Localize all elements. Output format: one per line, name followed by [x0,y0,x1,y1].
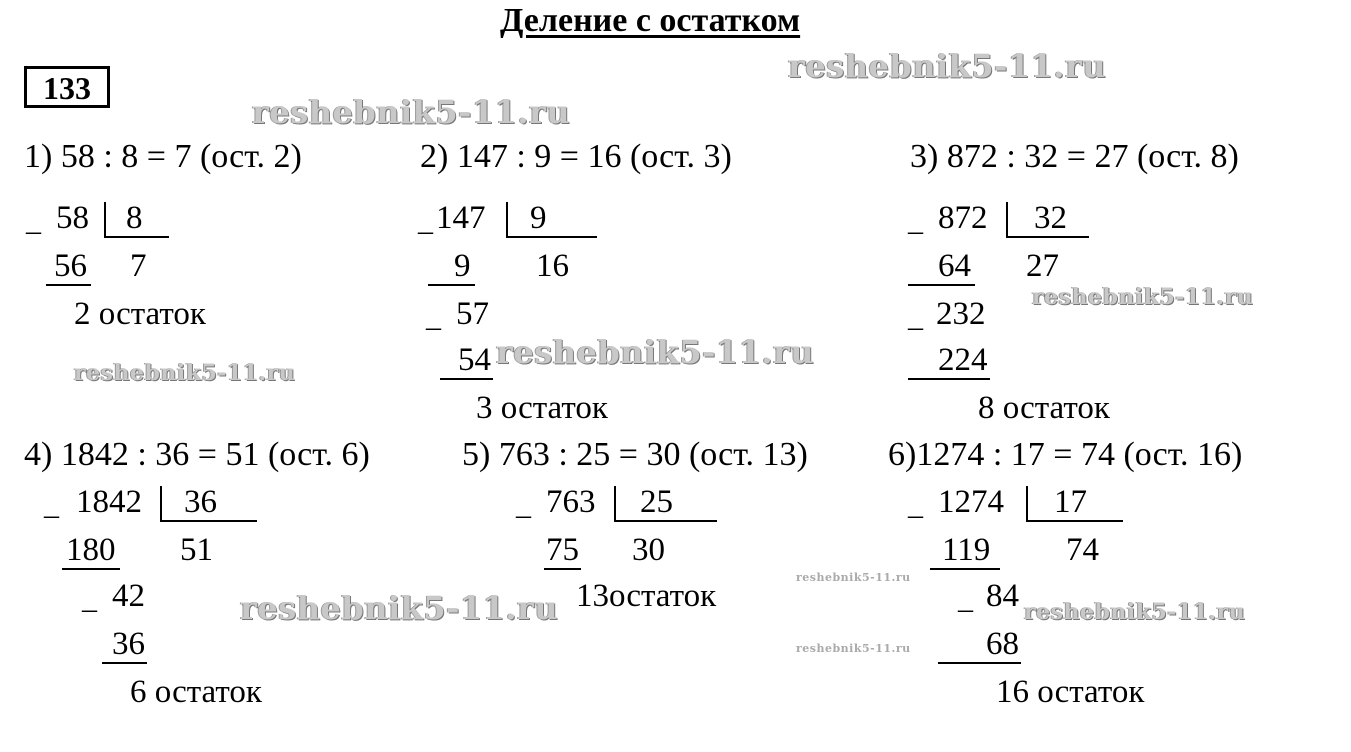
minus-sign: _ [908,204,923,237]
quotient-6: 74 [1066,532,1099,568]
minus-sign: _ [418,204,433,237]
divisor-3: 32 [1006,202,1089,238]
divisor-6: 17 [1026,486,1123,522]
step-2-3: 54 [440,344,493,380]
dividend-5: 763 [546,484,596,520]
dividend-4: 1842 [76,484,142,520]
quotient-5: 30 [632,532,665,568]
exercise-number: 133 [24,66,110,108]
minus-sign: _ [908,300,923,333]
remainder-3: 8 остаток [978,390,1110,426]
equation-4: 4) 1842 : 36 = 51 (ост. 6) [24,436,370,473]
watermark: reshebnik5-11.ru [74,360,296,386]
quotient-1: 7 [130,248,147,284]
step-4-2: 42 [112,578,145,614]
step-1-1: 56 [46,250,91,286]
quotient-4: 51 [180,532,213,568]
dividend-1: 58 [56,200,89,236]
watermark: reshebnik5-11.ru [788,47,1107,85]
step-6-3: 68 [938,628,1021,664]
minus-sign: _ [26,204,41,237]
step-4-1: 180 [62,534,120,570]
remainder-6: 16 остаток [996,674,1145,710]
step-2-2: 57 [456,296,489,332]
watermark: reshebnik5-11.ru [240,589,559,627]
quotient-3: 27 [1026,248,1059,284]
watermark: reshebnik5-11.ru [252,93,571,131]
divisor-2: 9 [506,202,597,238]
equation-1: 1) 58 : 8 = 7 (ост. 2) [24,138,302,175]
dividend-2: 147 [436,200,486,236]
divisor-1: 8 [104,202,169,238]
equation-5: 5) 763 : 25 = 30 (ост. 13) [462,436,808,473]
minus-sign: _ [82,582,97,615]
dividend-6: 1274 [938,484,1004,520]
minus-sign: _ [516,488,531,521]
step-2-1: 9 [428,250,475,286]
equation-3: 3) 872 : 32 = 27 (ост. 8) [910,138,1239,175]
remainder-1: 2 остаток [74,296,206,332]
minus-sign: _ [958,582,973,615]
watermark: reshebnik5-11.ru [1032,284,1254,310]
remainder-4: 6 остаток [130,674,262,710]
remainder-5: 13остаток [576,578,717,614]
watermark: reshebnik5-11.ru [496,333,815,371]
step-3-2: 232 [936,296,986,332]
minus-sign: _ [44,488,59,521]
quotient-2: 16 [536,248,569,284]
minus-sign: _ [908,488,923,521]
equation-6: 6)1274 : 17 = 74 (ост. 16) [888,436,1243,473]
minus-sign: _ [426,300,441,333]
step-4-3: 36 [102,628,147,664]
divisor-4: 36 [160,486,257,522]
dividend-3: 872 [938,200,988,236]
watermark: reshebnik5-11.ru [796,571,911,584]
step-3-3: 224 [908,344,990,380]
step-6-1: 119 [930,534,1000,570]
step-6-2: 84 [986,578,1019,614]
watermark: reshebnik5-11.ru [1024,599,1246,625]
equation-2: 2) 147 : 9 = 16 (ост. 3) [420,138,732,175]
divisor-5: 25 [614,486,717,522]
step-3-1: 64 [908,250,975,286]
step-5-1: 75 [546,532,579,568]
watermark: reshebnik5-11.ru [796,642,911,655]
remainder-2: 3 остаток [476,390,608,426]
page-title: Деление с остатком [500,2,801,39]
